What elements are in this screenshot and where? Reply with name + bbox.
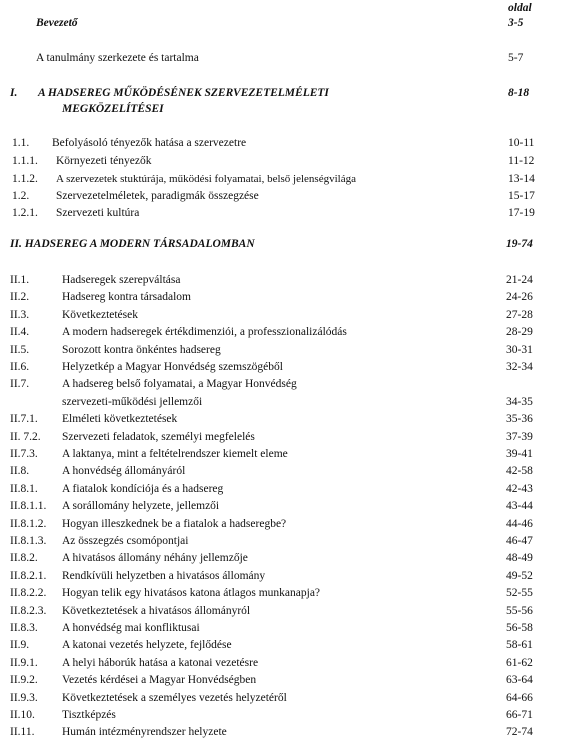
toc-entry-number: II.2. [10,291,30,303]
toc-entry-pages: 35-36 [506,413,533,425]
toc-entry-title: Következtetések [62,309,138,321]
structure-title: A tanulmány szerkezete és tartalma [36,52,199,64]
toc-entry-pages: 56-58 [506,622,533,634]
chapter-2-title: II. HADSEREG A MODERN TÁRSADALOMBAN [10,238,255,250]
toc-entry-pages: 21-24 [506,274,533,286]
intro-pages: 3-5 [508,17,524,29]
toc-entry-title: Szervezetelméletek, paradigmák összegzése [56,190,259,202]
toc-entry-number: II.5. [10,344,30,356]
toc-entry-pages: 30-31 [506,344,533,356]
toc-entry-number: 1.1. [12,137,30,149]
chapter-2-pages: 19-74 [506,238,533,250]
toc-entry-pages: 34-35 [506,396,533,408]
toc-entry-title: A fiatalok kondíciója és a hadsereg [62,483,224,495]
toc-entry-title: Hogyan illeszkednek be a fiatalok a hadseregbe? [62,518,287,530]
toc-entry-number: II.1. [10,274,30,286]
toc-entry-title: Hadsereg kontra társadalom [62,291,192,303]
toc-entry-number: II.3. [10,309,30,321]
toc-entry-pages: 32-34 [506,361,533,373]
toc-entry-pages: 10-11 [508,137,535,149]
toc-entry-title: A katonai vezetés helyzete, fejlődése [62,639,232,651]
toc-entry-number: 1.2. [12,190,30,202]
toc-entry-title: Rendkívüli helyzetben a hivatásos állomány [62,570,266,582]
toc-entry-number: II.7.1. [10,413,38,425]
toc-entry-pages: 49-52 [506,570,533,582]
toc-entry-title: A laktanya, mint a feltételrendszer kiemelt eleme [62,448,288,460]
toc-entry-pages: 39-41 [506,448,533,460]
toc-entry-title: A szervezetek stuktúrája, működési folyamatai, belső jelenségvilága [56,173,356,185]
toc-entry-title: Befolyásoló tényezők hatása a szervezetre [52,137,247,149]
toc-entry-pages: 27-28 [506,309,533,321]
toc-entry-pages: 13-14 [508,173,535,185]
chapter-1-pages: 8-18 [508,87,530,99]
toc-entry-title: Hogyan telik egy hivatásos katona átlagos munkanapja? [62,587,321,599]
toc-entry-number: II.10. [10,709,35,721]
toc-entry-number: II.9.1. [10,657,38,669]
toc-entry-title: Szervezeti kultúra [56,207,140,219]
toc-entry-number: 1.1.2. [12,173,38,185]
toc-entry-pages: 17-19 [508,207,535,219]
intro-title: Bevezető [36,17,78,29]
page-column-header: oldal [508,2,532,14]
toc-entry-pages: 28-29 [506,326,533,338]
toc-entry-pages: 58-61 [506,639,533,651]
toc-entry-number: II.11. [10,726,35,738]
toc-entry-number: II.8.1.2. [10,518,47,530]
toc-entry-title: Humán intézményrendszer helyzete [62,726,227,738]
toc-entry-pages: 37-39 [506,431,533,443]
toc-entry-pages: 48-49 [506,552,533,564]
toc-entry-title: Az összegzés csomópontjai [62,535,189,547]
toc-entry-number: II.7.3. [10,448,38,460]
toc-entry-title: A modern hadseregek értékdimenziói, a professzionalizálódás [62,326,347,338]
structure-pages: 5-7 [508,52,524,64]
chapter-1-title-line1: A HADSEREG MŰKÖDÉSÉNEK SZERVEZETELMÉLETI [38,87,329,99]
toc-entry-number: II.8.1.3. [10,535,47,547]
toc-entry-number: II.8.1. [10,483,38,495]
toc-entry-number: II.9. [10,639,30,651]
toc-entry-pages: 24-26 [506,291,533,303]
toc-entry-number: II.8.3. [10,622,38,634]
toc-entry-number: II.6. [10,361,30,373]
toc-entry-title: A honvédség állományáról [62,465,186,477]
toc-entry-pages: 46-47 [506,535,533,547]
toc-entry-number: II.8.2.1. [10,570,47,582]
toc-entry-pages: 42-43 [506,483,533,495]
toc-entry-title: Következtetések a személyes vezetés helyzetéről [62,692,287,704]
toc-entry-title: A hadsereg belső folyamatai, a Magyar Honvédség [62,378,297,390]
toc-entry-number: II.8.1.1. [10,500,47,512]
toc-entry-pages: 44-46 [506,518,533,530]
toc-entry-number: II.8.2.2. [10,587,47,599]
toc-entry-title: szervezeti-működési jellemzői [62,396,203,408]
toc-entry-pages: 55-56 [506,605,533,617]
toc-entry-pages: 63-64 [506,674,533,686]
toc-entry-title: Sorozott kontra önkéntes hadsereg [62,344,221,356]
toc-entry-number: II.8. [10,465,30,477]
toc-entry-title: A hivatásos állomány néhány jellemzője [62,552,248,564]
toc-entry-title: A honvédség mai konfliktusai [62,622,200,634]
toc-entry-title: Következtetések a hivatásos állományról [62,605,251,617]
toc-entry-pages: 52-55 [506,587,533,599]
toc-entry-number: II.7. [10,378,30,390]
toc-entry-title: Vezetés kérdései a Magyar Honvédségben [62,674,257,686]
toc-entry-number: II.8.2.3. [10,605,47,617]
toc-entry-number: II.9.2. [10,674,38,686]
toc-entry-pages: 64-66 [506,692,533,704]
toc-entry-pages: 15-17 [508,190,535,202]
toc-entry-number: 1.1.1. [12,155,38,167]
toc-entry-pages: 66-71 [506,709,533,721]
toc-entry-number: II.8.2. [10,552,38,564]
toc-entry-number: II.4. [10,326,30,338]
toc-entry-number: II.9.3. [10,692,38,704]
toc-entry-pages: 61-62 [506,657,533,669]
toc-entry-title: Helyzetkép a Magyar Honvédség szemszögéből [62,361,283,373]
toc-entry-pages: 11-12 [508,155,535,167]
toc-entry-number: 1.2.1. [12,207,38,219]
toc-entry-title: Szervezeti feladatok, személyi megfelelés [62,431,255,443]
chapter-1-title-line2: MEGKÖZELÍTÉSEI [62,103,164,115]
toc-entry-title: Elméleti következtetések [62,413,178,425]
toc-entry-pages: 43-44 [506,500,533,512]
chapter-1-number: I. [10,87,18,99]
toc-entry-title: A helyi háborúk hatása a katonai vezetésre [62,657,259,669]
toc-entry-pages: 42-58 [506,465,533,477]
toc-entry-pages: 72-74 [506,726,533,738]
toc-entry-number: II. 7.2. [10,431,41,443]
toc-entry-title: Környezeti tényezők [56,155,152,167]
toc-entry-title: Hadseregek szerepváltása [62,274,181,286]
toc-entry-title: A sorállomány helyzete, jellemzői [62,500,220,512]
toc-entry-title: Tisztképzés [62,709,116,721]
